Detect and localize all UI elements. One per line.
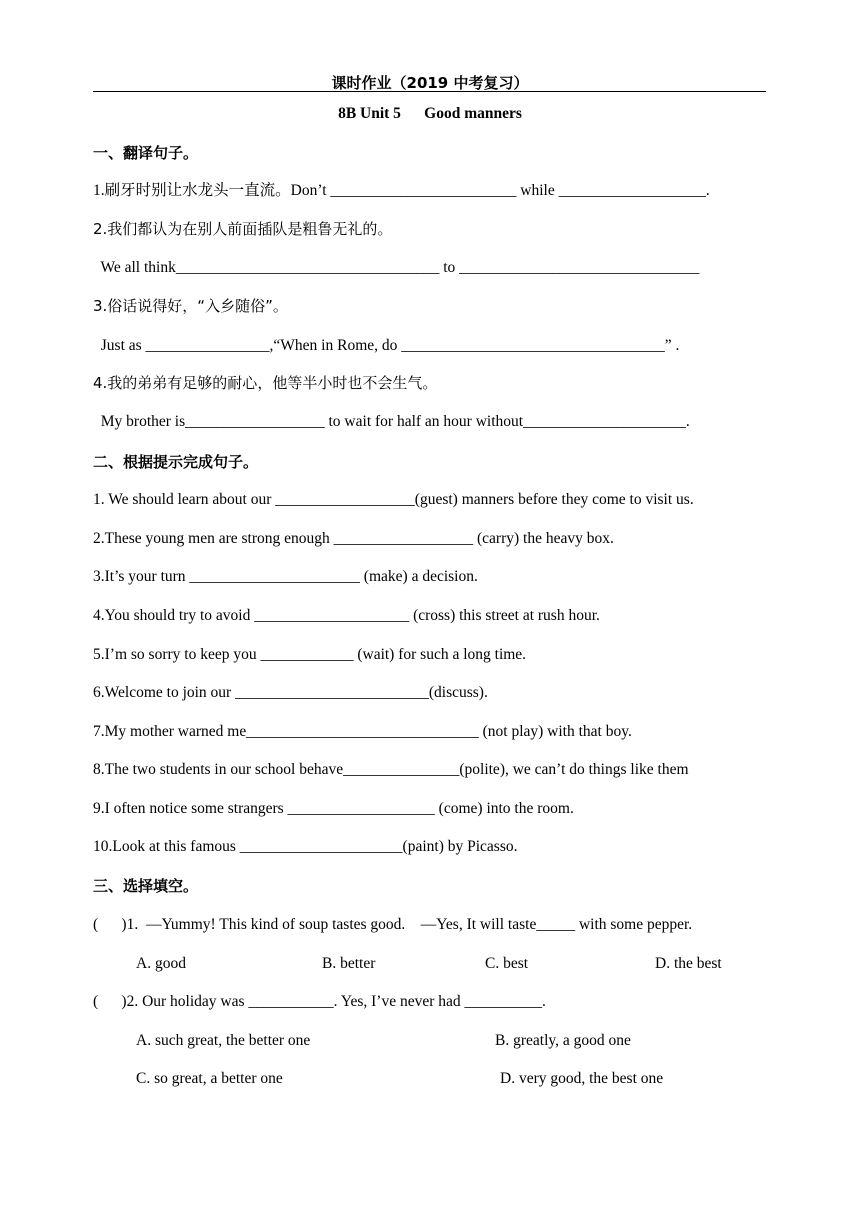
s2-line-1: 1. We should learn about our __________________(guest) manners before they come to visit us. [93, 491, 694, 508]
page-header: 课时作业（2019 中考复习） [331, 74, 529, 92]
s2-line-2: 2.These young men are strong enough __________________ (carry) the heavy box. [93, 530, 614, 547]
s2-line-3: 3.It’s your turn ______________________ (make) a decision. [93, 568, 478, 585]
s1-line-6: 4.我的弟弟有足够的耐心，他等半小时也不会生气。 [93, 374, 438, 392]
section1-heading: 一、翻译句子。 [93, 144, 199, 162]
worksheet-title: 8B Unit 5 Good manners [338, 105, 522, 122]
s2-line-9: 9.I often notice some strangers ___________________ (come) into the room. [93, 800, 574, 817]
s2-line-5: 5.I’m so sorry to keep you ____________ (wait) for such a long time. [93, 646, 527, 663]
s2-line-6: 6.Welcome to join our _________________________(discuss). [93, 684, 488, 701]
q1-option-b: B. better [322, 955, 376, 972]
q2-option-c: C. so great, a better one [136, 1070, 283, 1087]
section2-heading: 二、根据提示完成句子。 [93, 453, 259, 471]
s1-line-7: My brother is__________________ to wait for half an hour without_____________________. [93, 413, 690, 430]
q2-option-a: A. such great, the better one [136, 1032, 311, 1049]
s2-line-8: 8.The two students in our school behave_______________(polite), we can’t do things like them [93, 761, 689, 778]
q1-option-d: D. the best [655, 955, 722, 972]
s1-line-5: Just as ________________,“When in Rome, do __________________________________” . [93, 337, 680, 354]
s1-line-2: 2.我们都认为在别人前面插队是粗鲁无礼的。 [93, 220, 393, 238]
q2-option-d: D. very good, the best one [500, 1070, 664, 1087]
section3-heading: 三、选择填空。 [93, 877, 199, 895]
q1-stem: ( )1. —Yummy! This kind of soup tastes good. —Yes, It will taste_____ with some pepper. [93, 916, 693, 933]
s1-line-3: We all think__________________________________ to _______________________________ [93, 259, 700, 276]
s2-line-7: 7.My mother warned me______________________________ (not play) with that boy. [93, 723, 632, 740]
q1-option-c: C. best [485, 955, 529, 972]
s1-line-1: 1.刷牙时别让水龙头一直流。Don’t ________________________ while ___________________. [93, 182, 710, 199]
s2-line-10: 10.Look at this famous _____________________(paint) by Picasso. [93, 838, 518, 855]
q1-option-a: A. good [136, 955, 186, 972]
s1-line-4: 3.俗话说得好，“入乡随俗”。 [93, 297, 288, 315]
header-rule [93, 91, 766, 92]
q2-stem: ( )2. Our holiday was ___________. Yes, I’ve never had __________. [93, 993, 546, 1010]
q2-option-b: B. greatly, a good one [495, 1032, 631, 1049]
s2-line-4: 4.You should try to avoid ____________________ (cross) this street at rush hour. [93, 607, 600, 624]
